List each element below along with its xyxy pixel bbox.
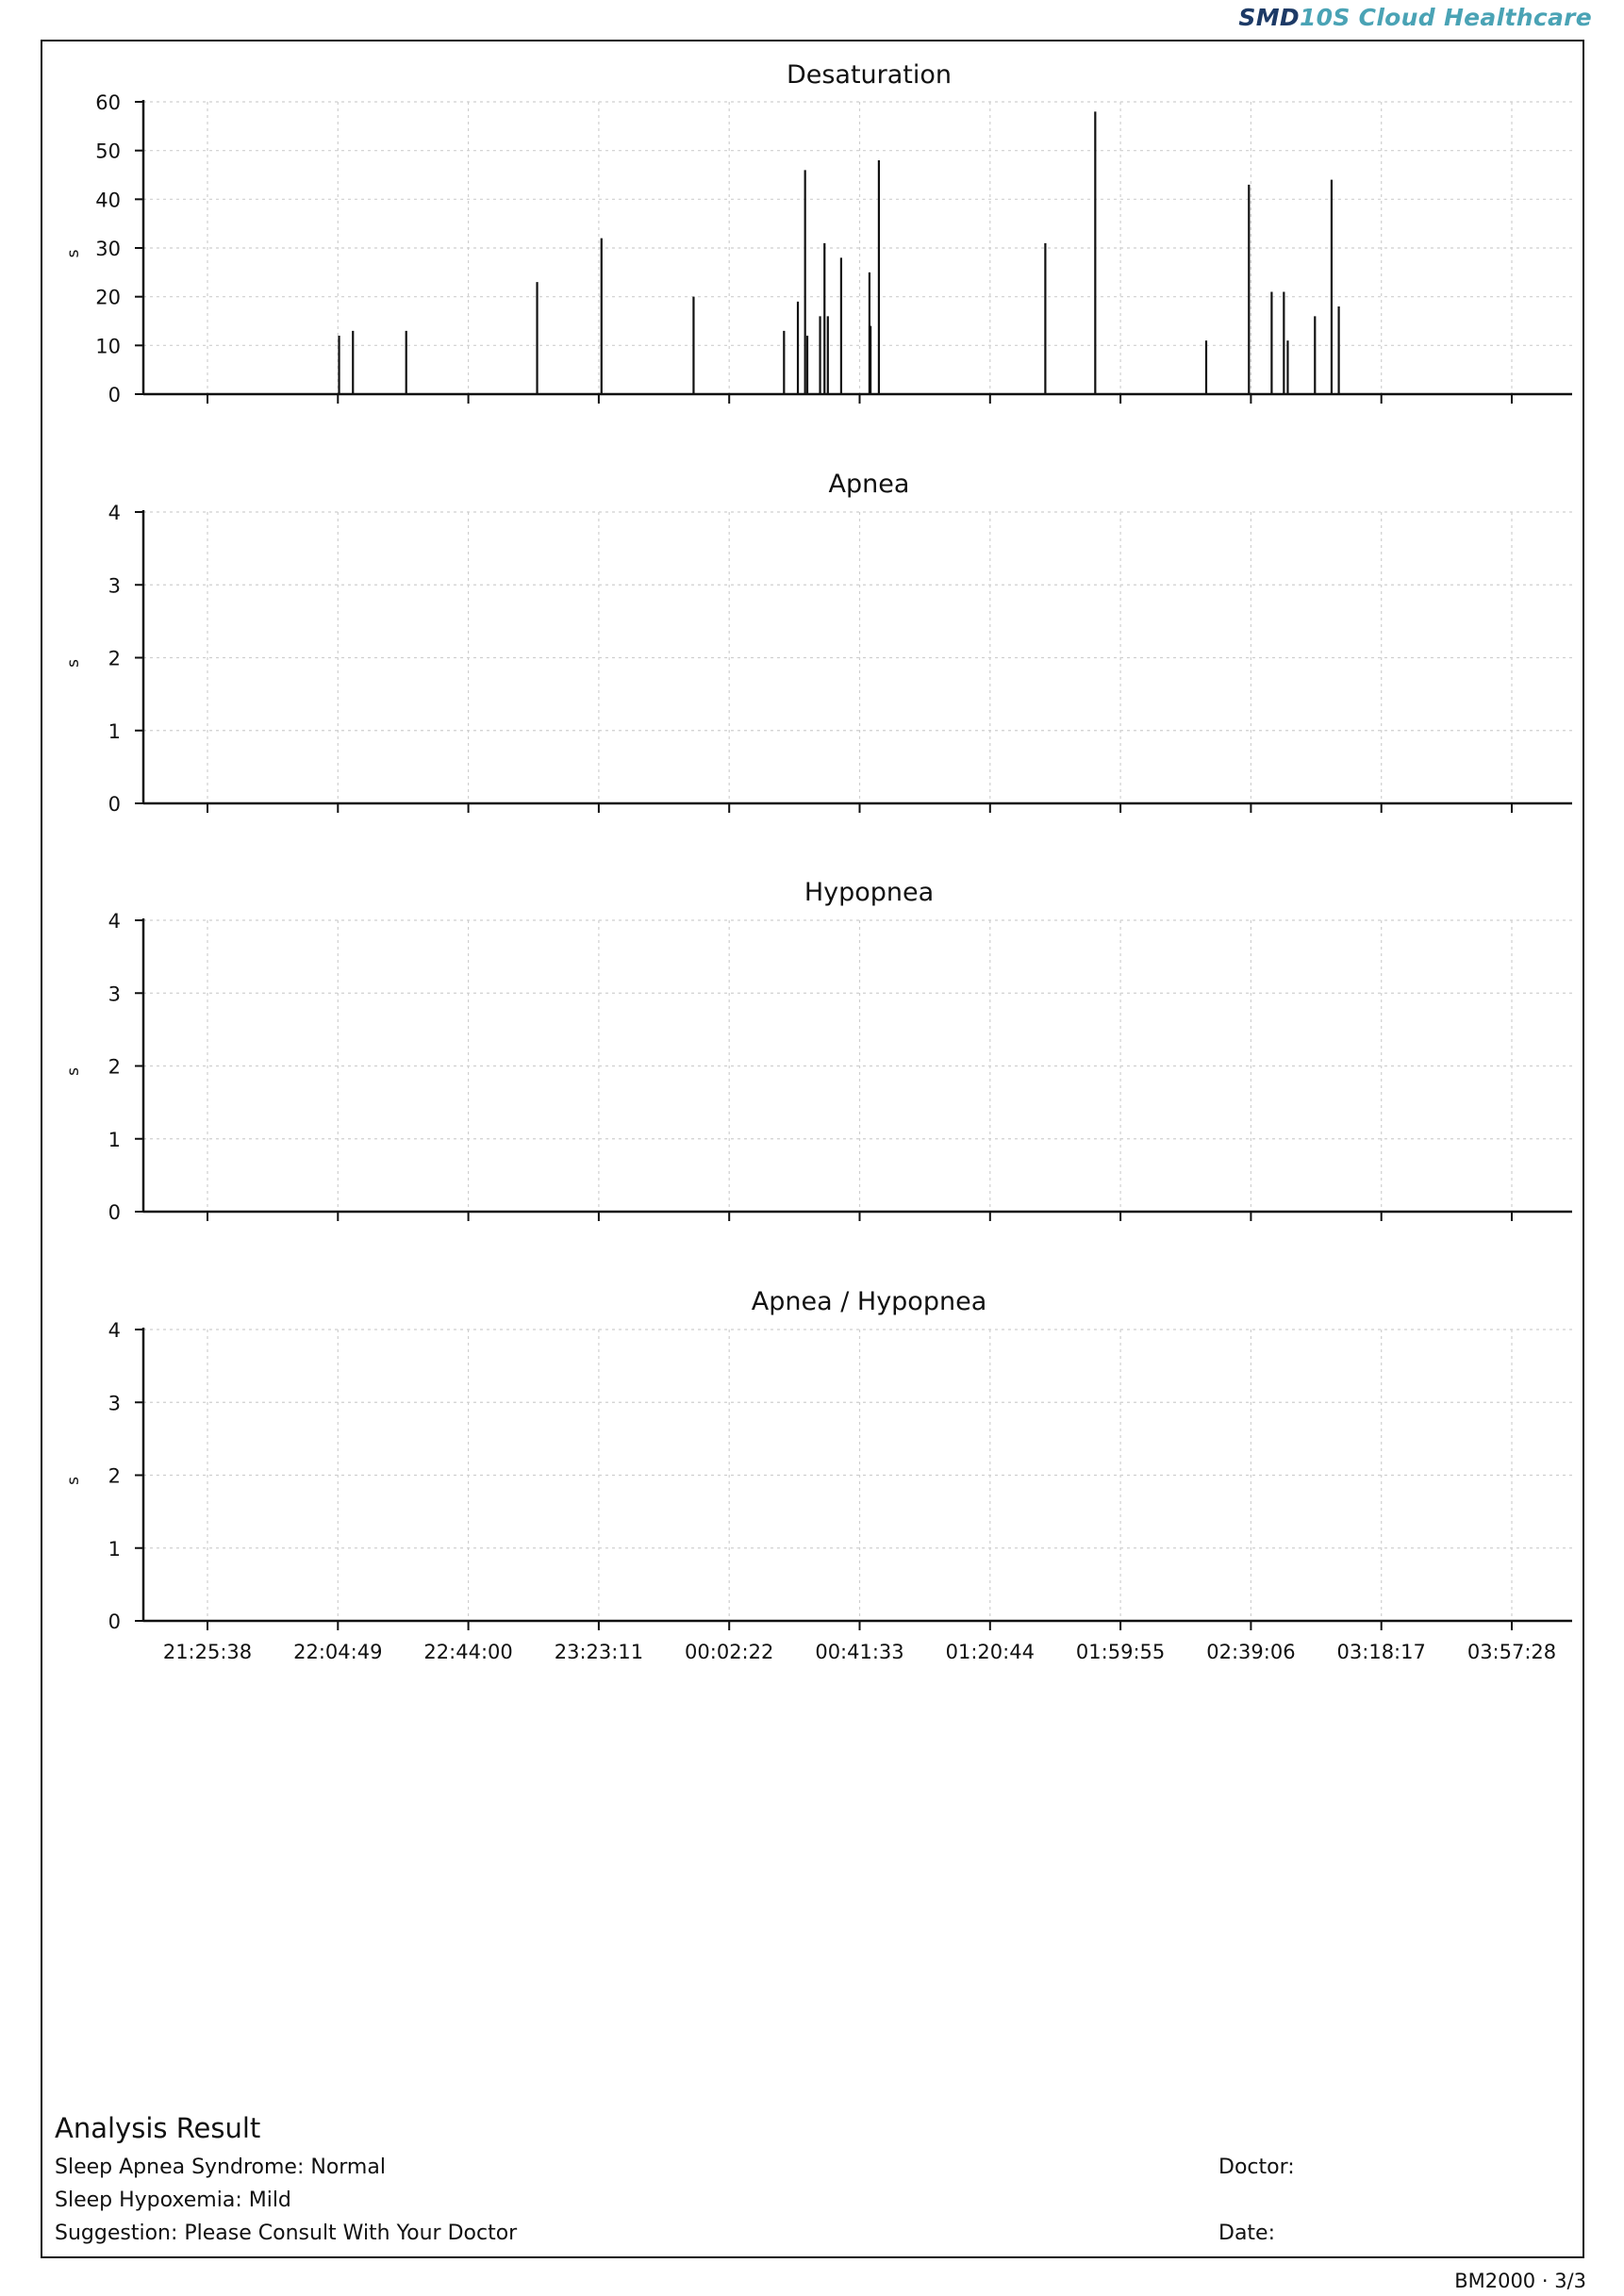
- y-axis-label: s: [64, 1477, 83, 1485]
- chart-title: Apnea: [828, 470, 910, 499]
- analysis-result-title: Analysis Result: [55, 2112, 261, 2144]
- x-tick-label: 22:04:49: [293, 1641, 383, 1663]
- y-tick-label: 20: [95, 286, 121, 309]
- page-footer: BM2000 · 3/3: [1454, 2270, 1586, 2292]
- sleep-apnea-result: Sleep Apnea Syndrome: Normal: [55, 2156, 386, 2179]
- y-tick-label: 60: [95, 91, 121, 114]
- y-tick-label: 40: [95, 189, 121, 212]
- y-tick-label: 0: [108, 793, 121, 816]
- sleep-hypoxemia-result: Sleep Hypoxemia: Mild: [55, 2189, 291, 2212]
- y-tick-label: 1: [108, 1537, 121, 1561]
- brand-logo-part1: SMD: [1238, 4, 1300, 31]
- y-tick-label: 50: [95, 140, 121, 163]
- y-tick-label: 3: [108, 574, 121, 598]
- date-label: Date:: [1218, 2222, 1275, 2245]
- suggestion-text: Suggestion: Please Consult With Your Doctor: [55, 2222, 518, 2245]
- y-tick-label: 3: [108, 983, 121, 1006]
- y-axis-label: s: [64, 659, 83, 668]
- y-tick-label: 1: [108, 1128, 121, 1151]
- y-tick-label: 3: [108, 1392, 121, 1415]
- x-tick-label: 01:20:44: [945, 1641, 1035, 1663]
- y-axis-label: s: [64, 249, 83, 258]
- chart-title: Hypopnea: [804, 878, 935, 907]
- x-tick-label: 23:23:11: [554, 1641, 644, 1663]
- y-tick-label: 10: [95, 335, 121, 358]
- chart-title: Apnea / Hypopnea: [751, 1287, 987, 1316]
- x-tick-label: 00:41:33: [815, 1641, 904, 1663]
- y-tick-label: 4: [108, 502, 121, 524]
- x-tick-label: 21:25:38: [162, 1641, 253, 1663]
- y-tick-label: 1: [108, 719, 121, 743]
- y-tick-label: 0: [108, 384, 121, 406]
- x-tick-label: 03:57:28: [1467, 1641, 1557, 1663]
- y-tick-label: 4: [108, 910, 121, 933]
- y-axis-label: s: [64, 1067, 83, 1076]
- y-tick-label: 4: [108, 1319, 121, 1342]
- y-tick-label: 30: [95, 238, 121, 260]
- x-tick-label: 00:02:22: [685, 1641, 774, 1663]
- brand-logo-part2: 10S Cloud Healthcare: [1299, 4, 1592, 31]
- x-tick-label: 03:18:17: [1336, 1641, 1426, 1663]
- y-tick-label: 2: [108, 1464, 121, 1488]
- chart-title: Desaturation: [786, 60, 953, 90]
- doctor-label: Doctor:: [1218, 2156, 1295, 2179]
- y-tick-label: 0: [108, 1201, 121, 1224]
- y-tick-label: 2: [108, 647, 121, 670]
- x-tick-label: 22:44:00: [423, 1641, 513, 1663]
- x-tick-label: 02:39:06: [1206, 1641, 1296, 1663]
- y-tick-label: 0: [108, 1611, 121, 1633]
- x-tick-label: 01:59:55: [1075, 1641, 1166, 1663]
- y-tick-label: 2: [108, 1055, 121, 1079]
